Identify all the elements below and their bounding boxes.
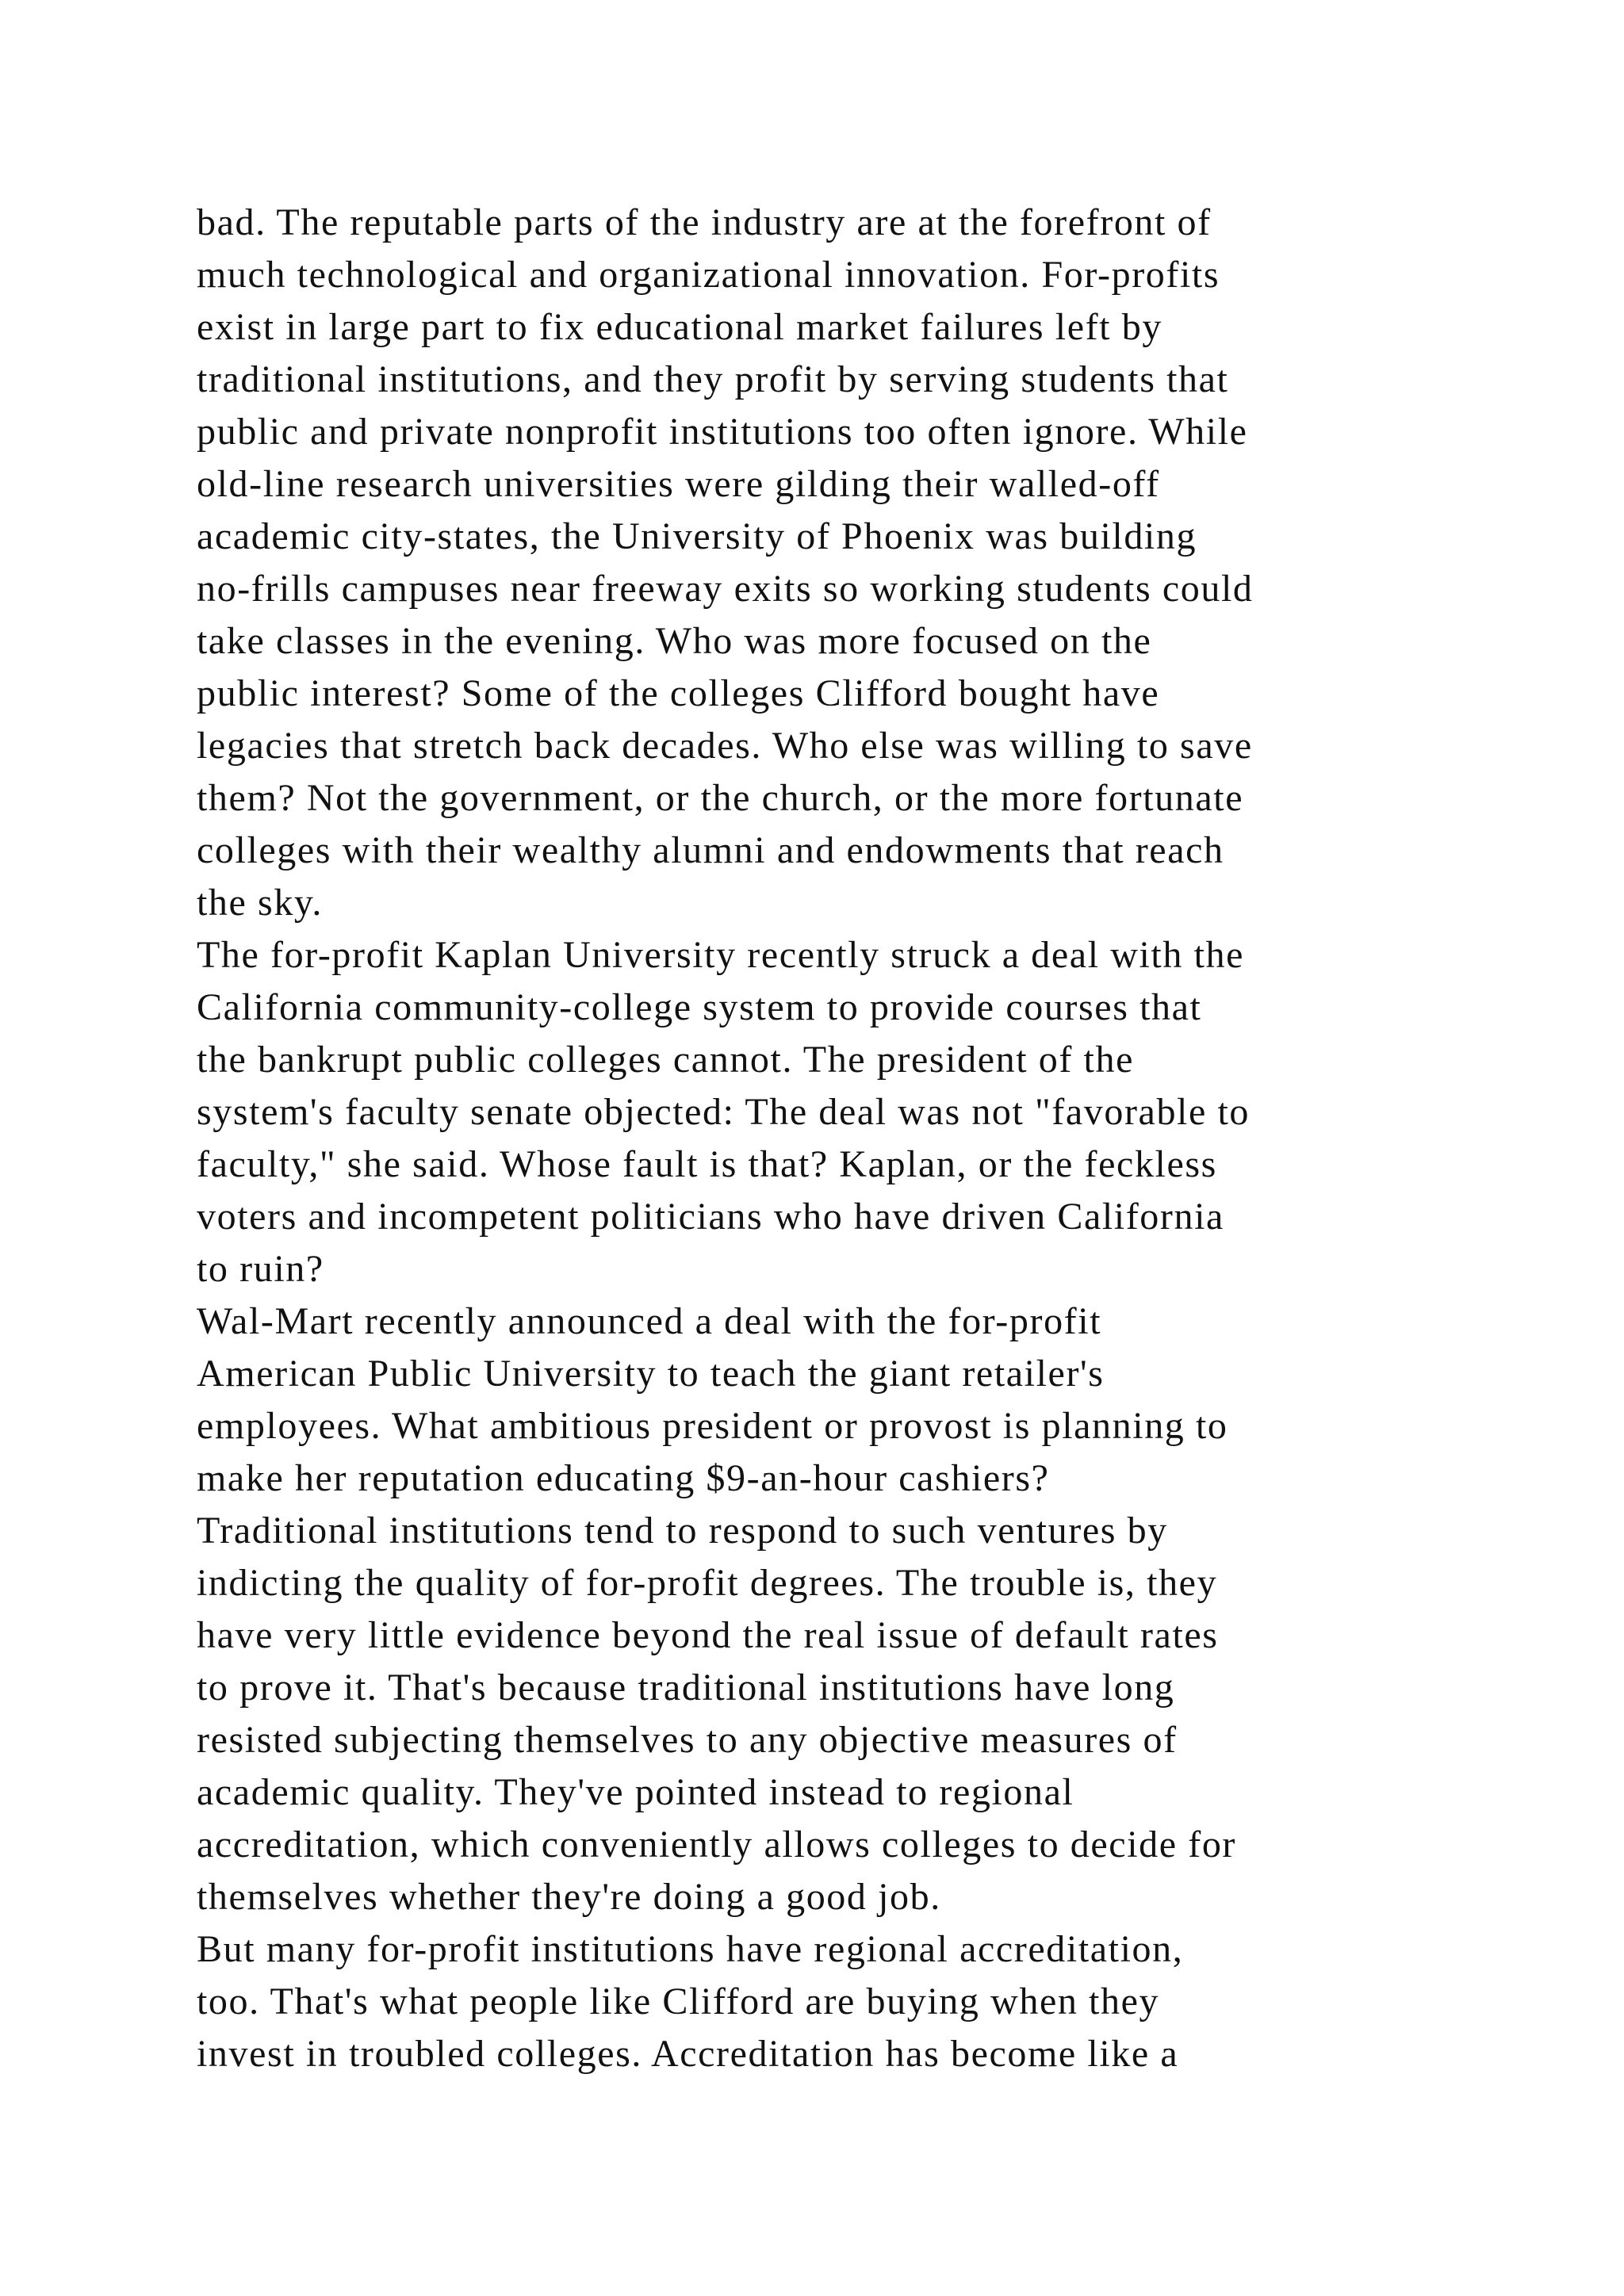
text-line-9: take classes in the evening. Who was more focused on the	[197, 620, 1152, 662]
text-line-20: voters and incompetent politicians who have driven California	[197, 1196, 1224, 1238]
text-line-26: Traditional institutions tend to respond to such ventures by	[197, 1510, 1168, 1552]
text-line-15: The for-profit Kaplan University recently struck a deal with the	[197, 934, 1245, 976]
text-line-14: the sky.	[197, 882, 324, 924]
text-line-7: academic city-states, the University of Phoenix was building	[197, 515, 1197, 557]
text-line-19: faculty," she said. Whose fault is that? Kaplan, or the feckless	[197, 1143, 1217, 1185]
text-line-35: too. That's what people like Clifford are buying when they	[197, 1980, 1160, 2022]
text-line-1: bad. The reputable parts of the industry are at the forefront of	[197, 201, 1212, 243]
text-line-21: to ruin?	[197, 1248, 324, 1290]
text-line-32: accreditation, which conveniently allows colleges to decide for	[197, 1823, 1237, 1866]
text-line-12: them? Not the government, or the church, or the more fortunate	[197, 777, 1244, 819]
text-line-33: themselves whether they're doing a good job.	[197, 1876, 941, 1918]
body-text	[197, 197, 1497, 2080]
text-line-2: much technological and organizational innovation. For-profits	[197, 254, 1220, 296]
text-line-36: invest in troubled colleges. Accreditation has become like a	[197, 2033, 1179, 2075]
text-line-5: public and private nonprofit institutions too often ignore. While	[197, 411, 1248, 453]
text-line-8: no-frills campuses near freeway exits so working students could	[197, 568, 1254, 610]
text-line-3: exist in large part to fix educational market failures left by	[197, 306, 1162, 348]
text-line-34: But many for-profit institutions have regional accreditation,	[197, 1928, 1184, 1970]
text-line-28: have very little evidence beyond the real issue of default rates	[197, 1614, 1219, 1656]
text-line-25: make her reputation educating $9-an-hour cashiers?	[197, 1457, 1050, 1499]
text-line-31: academic quality. They've pointed instead to regional	[197, 1771, 1074, 1813]
text-line-18: system's faculty senate objected: The deal was not "favorable to	[197, 1091, 1251, 1133]
text-line-29: to prove it. That's because traditional institutions have long	[197, 1667, 1175, 1709]
text-line-4: traditional institutions, and they profit by serving students that	[197, 358, 1229, 400]
text-line-27: indicting the quality of for-profit degrees. The trouble is, they	[197, 1562, 1218, 1604]
text-line-13: colleges with their wealthy alumni and endowments that reach	[197, 829, 1224, 871]
text-line-16: California community-college system to provide courses that	[197, 986, 1202, 1028]
text-line-23: American Public University to teach the giant retailer's	[197, 1353, 1105, 1395]
text-line-10: public interest? Some of the colleges Clifford bought have	[197, 672, 1160, 714]
text-line-22: Wal-Mart recently announced a deal with the for-profit	[197, 1300, 1102, 1342]
text-line-17: the bankrupt public colleges cannot. The president of the	[197, 1039, 1134, 1081]
text-line-6: old-line research universities were gilding their walled-off	[197, 463, 1160, 505]
text-line-30: resisted subjecting themselves to any objective measures of	[197, 1719, 1178, 1761]
text-line-11: legacies that stretch back decades. Who else was willing to save	[197, 725, 1253, 767]
text-line-24: employees. What ambitious president or provost is planning to	[197, 1405, 1228, 1447]
